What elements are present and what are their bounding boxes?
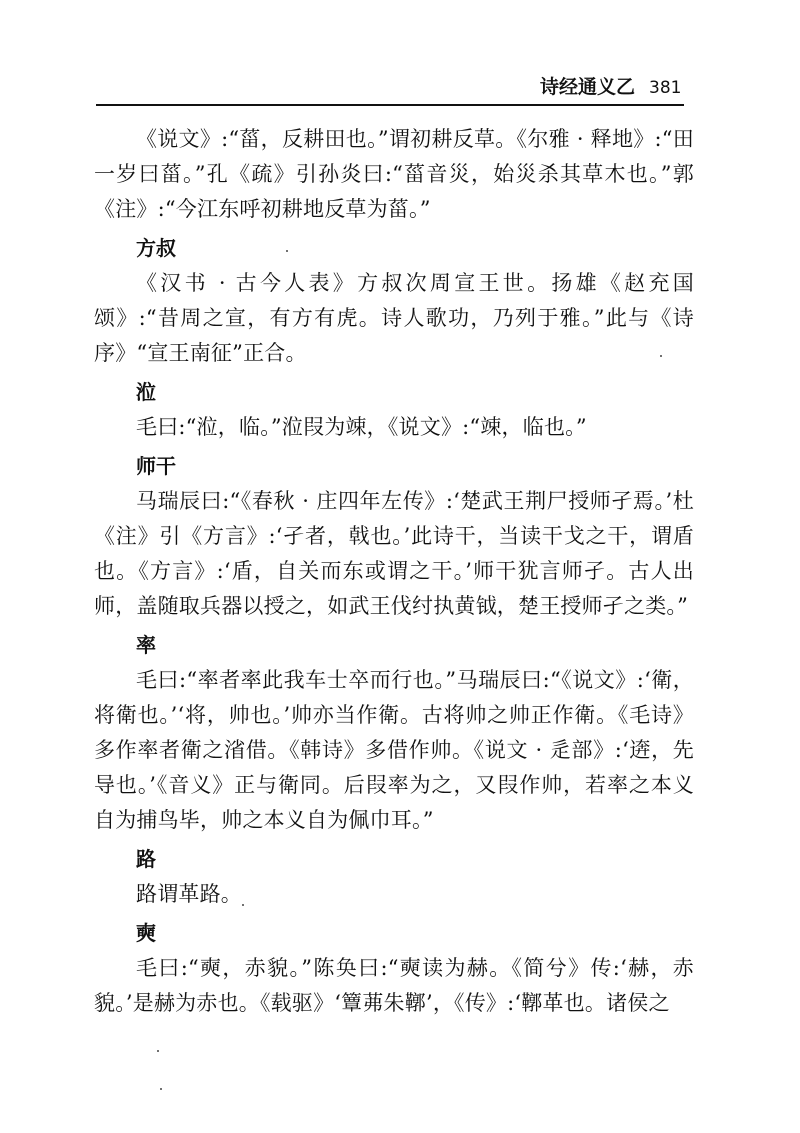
scan-speck <box>160 1088 162 1090</box>
entry-paragraph: 路谓革路。 <box>136 882 242 906</box>
running-header-title: 诗经通义乙 <box>540 76 636 98</box>
header-rule <box>96 104 684 106</box>
scan-speck <box>242 904 244 906</box>
entry-paragraph: 毛曰:“涖，临。”涖叚为竦，《说文》:“竦，临也。” <box>136 415 587 439</box>
entry-paragraph: 毛曰:“奭，赤貌。”陈奂曰:“奭读为赫。《简兮》传:‘赫，赤貌。’是赫为赤也。《载驱》‘簟茀朱鞹’，《传》:‘鞹革也。诸侯之 <box>94 956 694 1015</box>
scan-speck <box>157 1050 159 1052</box>
entry-heading: 奭 <box>136 921 156 945</box>
scan-speck <box>286 250 288 252</box>
entry-heading: 路 <box>136 847 156 871</box>
entry-heading: 师干 <box>136 454 176 478</box>
entry-paragraph: 马瑞辰曰:“《春秋 · 庄四年左传》:‘楚武王荆尸授师孑焉。’杜《注》引《方言》:‘孑者，戟也。’此诗干，当读干戈之干，谓盾也。《方言》:‘盾，自关而东或谓之干。’师干犹言师孑。古人出师，盖随取兵器以授之，如武王伐纣执黄钺，楚王授师孑之类。” <box>94 489 694 618</box>
entry-heading: 方叔 <box>136 236 176 260</box>
entry-paragraph: 毛曰:“率者率此我车士卒而行也。”马瑞辰曰:“《说文》:‘衛，将衛也。’‘将，帅也。’帅亦当作衛。古将帅之帅正作衛。《毛诗》多作率者衛之渻借。《韩诗》多借作帅。《说文 · 辵部》:‘逩，先导也。’《音义》正与衛同。后叚率为之，又叚作帅，若率之本义自为捕鸟毕，帅之本义自为佩巾耳。” <box>94 668 694 832</box>
running-header <box>540 72 680 102</box>
scan-speck <box>660 355 662 357</box>
entry-paragraph: 《说文》:“菑，反耕田也。”谓初耕反草。《尔雅 · 释地》:“田一岁曰菑。”孔《疏》引孙炎曰:“菑音災，始災杀其草木也。”郭《注》:“今江东呼初耕地反草为菑。” <box>94 127 694 221</box>
body-text <box>94 122 694 1021</box>
entry-heading: 率 <box>136 633 156 657</box>
page-number: 381 <box>649 78 682 98</box>
entry-heading: 涖 <box>136 380 156 404</box>
entry-paragraph: 《汉书 · 古今人表》方叔次周宣王世。扬雄《赵充国颂》:“昔周之宣，有方有虎。诗人歌功，乃列于雅。”此与《诗序》“宣王南征”正合。 <box>94 271 694 365</box>
